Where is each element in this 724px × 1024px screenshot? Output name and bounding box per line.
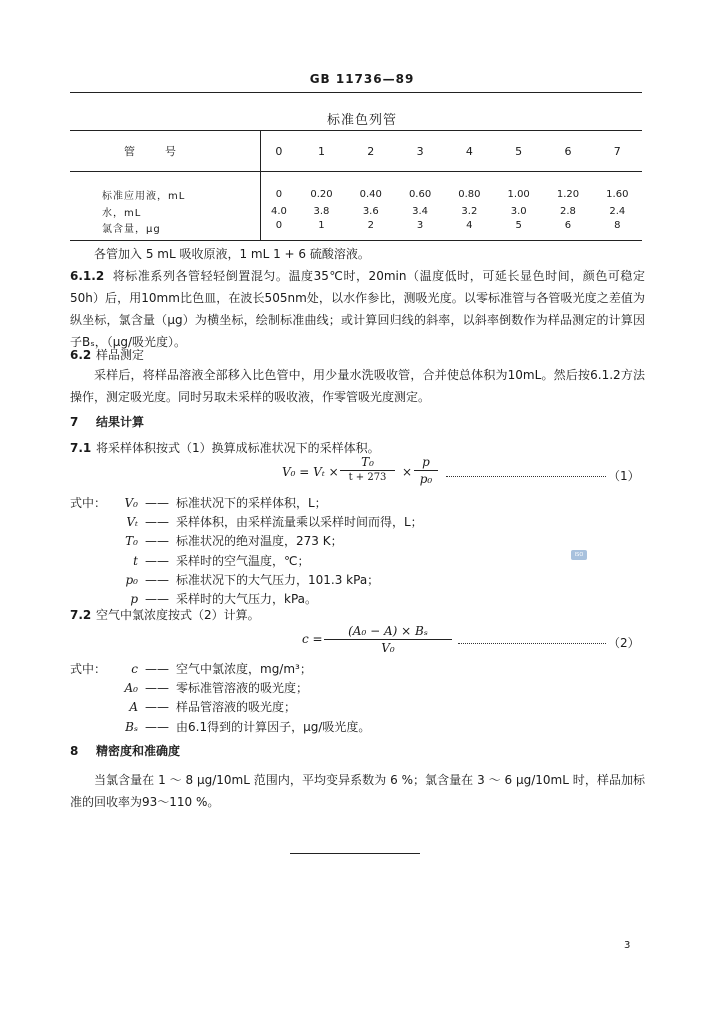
section-title: 样品测定 bbox=[96, 348, 145, 362]
table-title: 标准色列管 bbox=[326, 113, 397, 128]
section-8-heading bbox=[70, 742, 180, 759]
leader-dots bbox=[446, 476, 606, 477]
definition-text: 采样时的大气压力，kPa。 bbox=[176, 592, 318, 607]
definition-text: 样品管溶液的吸光度； bbox=[176, 700, 297, 715]
table-row-label: 标准应用液，mL bbox=[70, 186, 261, 203]
symbol: A₀ bbox=[124, 681, 138, 696]
formula-2-fraction bbox=[324, 624, 452, 655]
end-rule bbox=[290, 853, 420, 854]
page-number: 3 bbox=[624, 940, 631, 951]
table-note: 各管加入 5 mL 吸收原液，1 mL 1 + 6 硫酸溶液。 bbox=[94, 247, 370, 261]
symbol: Vₜ bbox=[126, 515, 138, 530]
fraction-denominator: p₀ bbox=[419, 472, 433, 486]
definition-row bbox=[70, 513, 423, 532]
table-header-row bbox=[70, 131, 642, 172]
symbol: A bbox=[129, 700, 138, 715]
definition-row bbox=[70, 552, 423, 571]
definition-text: 采样时的空气温度，℃； bbox=[176, 553, 310, 568]
dash: —— bbox=[145, 592, 169, 607]
dash: —— bbox=[145, 572, 169, 587]
table-cell: 6 bbox=[543, 220, 592, 241]
section-6-1-2-text: 将标准系列各管轻轻倒置混匀。温度35℃时，20min（温度低时，可延长显色时间，颜色可稳定50h）后，用10mm比色皿，在波长505nm处，以水作参比，测吸光度。以零标准管与各管吸光度之差值为纵坐标，氯含量（μg）为横坐标，绘制标准曲线；或计算回归线的斜率，以斜率倒数作为样品测定的计算因子Bₛ，（μg/吸光度）。 bbox=[70, 269, 645, 349]
table-cell: 3.8 bbox=[313, 206, 330, 217]
table-row bbox=[70, 220, 642, 241]
formula-1-fraction-temperature bbox=[340, 455, 395, 483]
definition-row bbox=[70, 532, 423, 551]
table-col-header: 6 bbox=[543, 131, 592, 172]
formula-1-fraction-pressure bbox=[414, 455, 438, 486]
dash: —— bbox=[145, 515, 169, 530]
dash: —— bbox=[145, 553, 169, 568]
fraction-numerator: p bbox=[422, 455, 430, 469]
formula-2-lhs: c = bbox=[302, 632, 323, 646]
table-col-header: 2 bbox=[346, 131, 395, 172]
section-number: 7 bbox=[70, 415, 79, 429]
formula-1-times: × bbox=[402, 465, 413, 479]
table-cell: 0.20 bbox=[310, 189, 333, 200]
section-7-2-text: 空气中氯浓度按式（2）计算。 bbox=[96, 608, 260, 622]
section-title: 结果计算 bbox=[96, 415, 145, 429]
formula-1-lhs: V₀ = Vₜ × bbox=[282, 465, 339, 479]
section-6-2-heading bbox=[70, 346, 144, 363]
table-cell: 3 bbox=[395, 220, 444, 241]
table-cell: 0.60 bbox=[408, 189, 432, 200]
symbol: t bbox=[133, 553, 138, 568]
section-number: 7.2 bbox=[70, 608, 92, 622]
definition-text: 采样体积，由采样流量乘以采样时间而得，L； bbox=[176, 515, 423, 530]
section-6-1-2 bbox=[70, 265, 645, 353]
section-number: 6.2 bbox=[70, 348, 92, 362]
section-7-heading bbox=[70, 413, 144, 430]
definition-text: 标准状况下的采样体积，L； bbox=[176, 496, 327, 510]
fraction-denominator: t + 273 bbox=[348, 472, 387, 483]
formula-2-definitions bbox=[70, 660, 370, 737]
watermark-stamp: ISO bbox=[571, 550, 587, 560]
definition-row bbox=[70, 698, 370, 717]
table-row-label: 氯含量，μg bbox=[70, 220, 261, 241]
section-number: 7.1 bbox=[70, 441, 92, 455]
definition-text: 由6.1得到的计算因子，μg/吸光度。 bbox=[176, 719, 371, 734]
table-cell: 2.8 bbox=[560, 206, 576, 217]
table-cell: 3.6 bbox=[362, 206, 379, 217]
symbol: Bₛ bbox=[125, 719, 138, 734]
section-title: 精密度和准确度 bbox=[96, 744, 181, 758]
header-rule bbox=[70, 92, 642, 93]
table-row-label: 水，mL bbox=[70, 203, 261, 220]
table-cell: 0.80 bbox=[458, 189, 481, 200]
section-8-text: 当氯含量在 1 ～ 8 μg/10mL 范围内，平均变异系数为 6 %；氯含量在 3 ～ 6 μg/10mL 时，样品加标准的回收率为93～110 %。 bbox=[70, 773, 645, 809]
table-cell: 3.4 bbox=[412, 206, 429, 217]
table-col-header: 5 bbox=[494, 131, 543, 172]
symbol: p bbox=[130, 592, 138, 607]
fraction-numerator: (A₀ − A) × Bₛ bbox=[348, 624, 428, 638]
table-col-header: 0 bbox=[261, 131, 297, 172]
definition-row bbox=[70, 718, 370, 737]
definition-row bbox=[70, 494, 423, 513]
dash: —— bbox=[145, 700, 169, 715]
equation-number: （1） bbox=[608, 469, 640, 483]
table-header-label: 管号 bbox=[70, 131, 261, 172]
section-7-2 bbox=[70, 606, 260, 623]
table-cell: 0 bbox=[261, 220, 297, 241]
symbol: T₀ bbox=[125, 534, 138, 549]
standard-series-table bbox=[70, 130, 642, 241]
table-row bbox=[70, 186, 642, 203]
definition-row bbox=[70, 571, 423, 590]
table-cell: 2 bbox=[346, 220, 395, 241]
table-col-header: 7 bbox=[593, 131, 642, 172]
standard-code-header: GB 11736—89 bbox=[309, 72, 415, 86]
definition-text: 标准状况的绝对温度，273 K； bbox=[176, 534, 343, 549]
leader-dots bbox=[458, 643, 606, 644]
fraction-denominator: V₀ bbox=[381, 641, 395, 655]
equation-number: （2） bbox=[608, 636, 640, 650]
section-7-1-text: 将采样体积按式（1）换算成标准状况下的采样体积。 bbox=[96, 441, 380, 455]
dash: —— bbox=[145, 681, 169, 696]
table-cell: 2.4 bbox=[609, 206, 626, 217]
definitions-lead: 式中： bbox=[70, 496, 107, 510]
definition-row bbox=[70, 679, 370, 698]
table-cell: 1.00 bbox=[507, 189, 530, 200]
symbol: p₀ bbox=[125, 572, 138, 587]
table-cell: 3.0 bbox=[510, 206, 527, 217]
table-col-header: 3 bbox=[395, 131, 444, 172]
table-cell: 1 bbox=[297, 220, 346, 241]
definitions-lead: 式中： bbox=[70, 662, 107, 676]
table-col-header: 4 bbox=[445, 131, 494, 172]
section-number: 8 bbox=[70, 744, 79, 758]
table-cell: 0 bbox=[275, 189, 283, 200]
dash: —— bbox=[145, 496, 169, 510]
table-col-header: 1 bbox=[297, 131, 346, 172]
table-cell: 0.40 bbox=[359, 189, 382, 200]
definition-text: 标准状况下的大气压力，101.3 kPa； bbox=[176, 572, 380, 587]
table-cell: 1.20 bbox=[556, 189, 580, 200]
dash: —— bbox=[145, 662, 169, 676]
section-7-1 bbox=[70, 439, 380, 456]
table-cell: 4.0 bbox=[270, 206, 287, 217]
section-6-2-text: 采样后，将样品溶液全部移入比色管中，用少量水洗吸收管，合并使总体积为10mL。然后按6.1.2方法操作，测定吸光度。同时另取未采样的吸收液，作零管吸光度测定。 bbox=[70, 368, 645, 404]
formula-1-definitions bbox=[70, 494, 423, 609]
table-row bbox=[70, 203, 642, 220]
symbol: c bbox=[131, 662, 138, 676]
definition-text: 空气中氯浓度，mg/m³； bbox=[176, 662, 312, 676]
section-number: 6.1.2 bbox=[70, 269, 105, 283]
table-cell: 5 bbox=[494, 220, 543, 241]
table-cell: 8 bbox=[593, 220, 642, 241]
dash: —— bbox=[145, 719, 169, 734]
definition-text: 零标准管溶液的吸光度； bbox=[176, 681, 309, 696]
dash: —— bbox=[145, 534, 169, 549]
table-cell: 1.60 bbox=[606, 189, 629, 200]
fraction-numerator: T₀ bbox=[361, 455, 374, 469]
table-cell: 4 bbox=[445, 220, 494, 241]
symbol: V₀ bbox=[124, 496, 138, 510]
definition-row bbox=[70, 660, 370, 679]
table-cell: 3.2 bbox=[461, 206, 478, 217]
